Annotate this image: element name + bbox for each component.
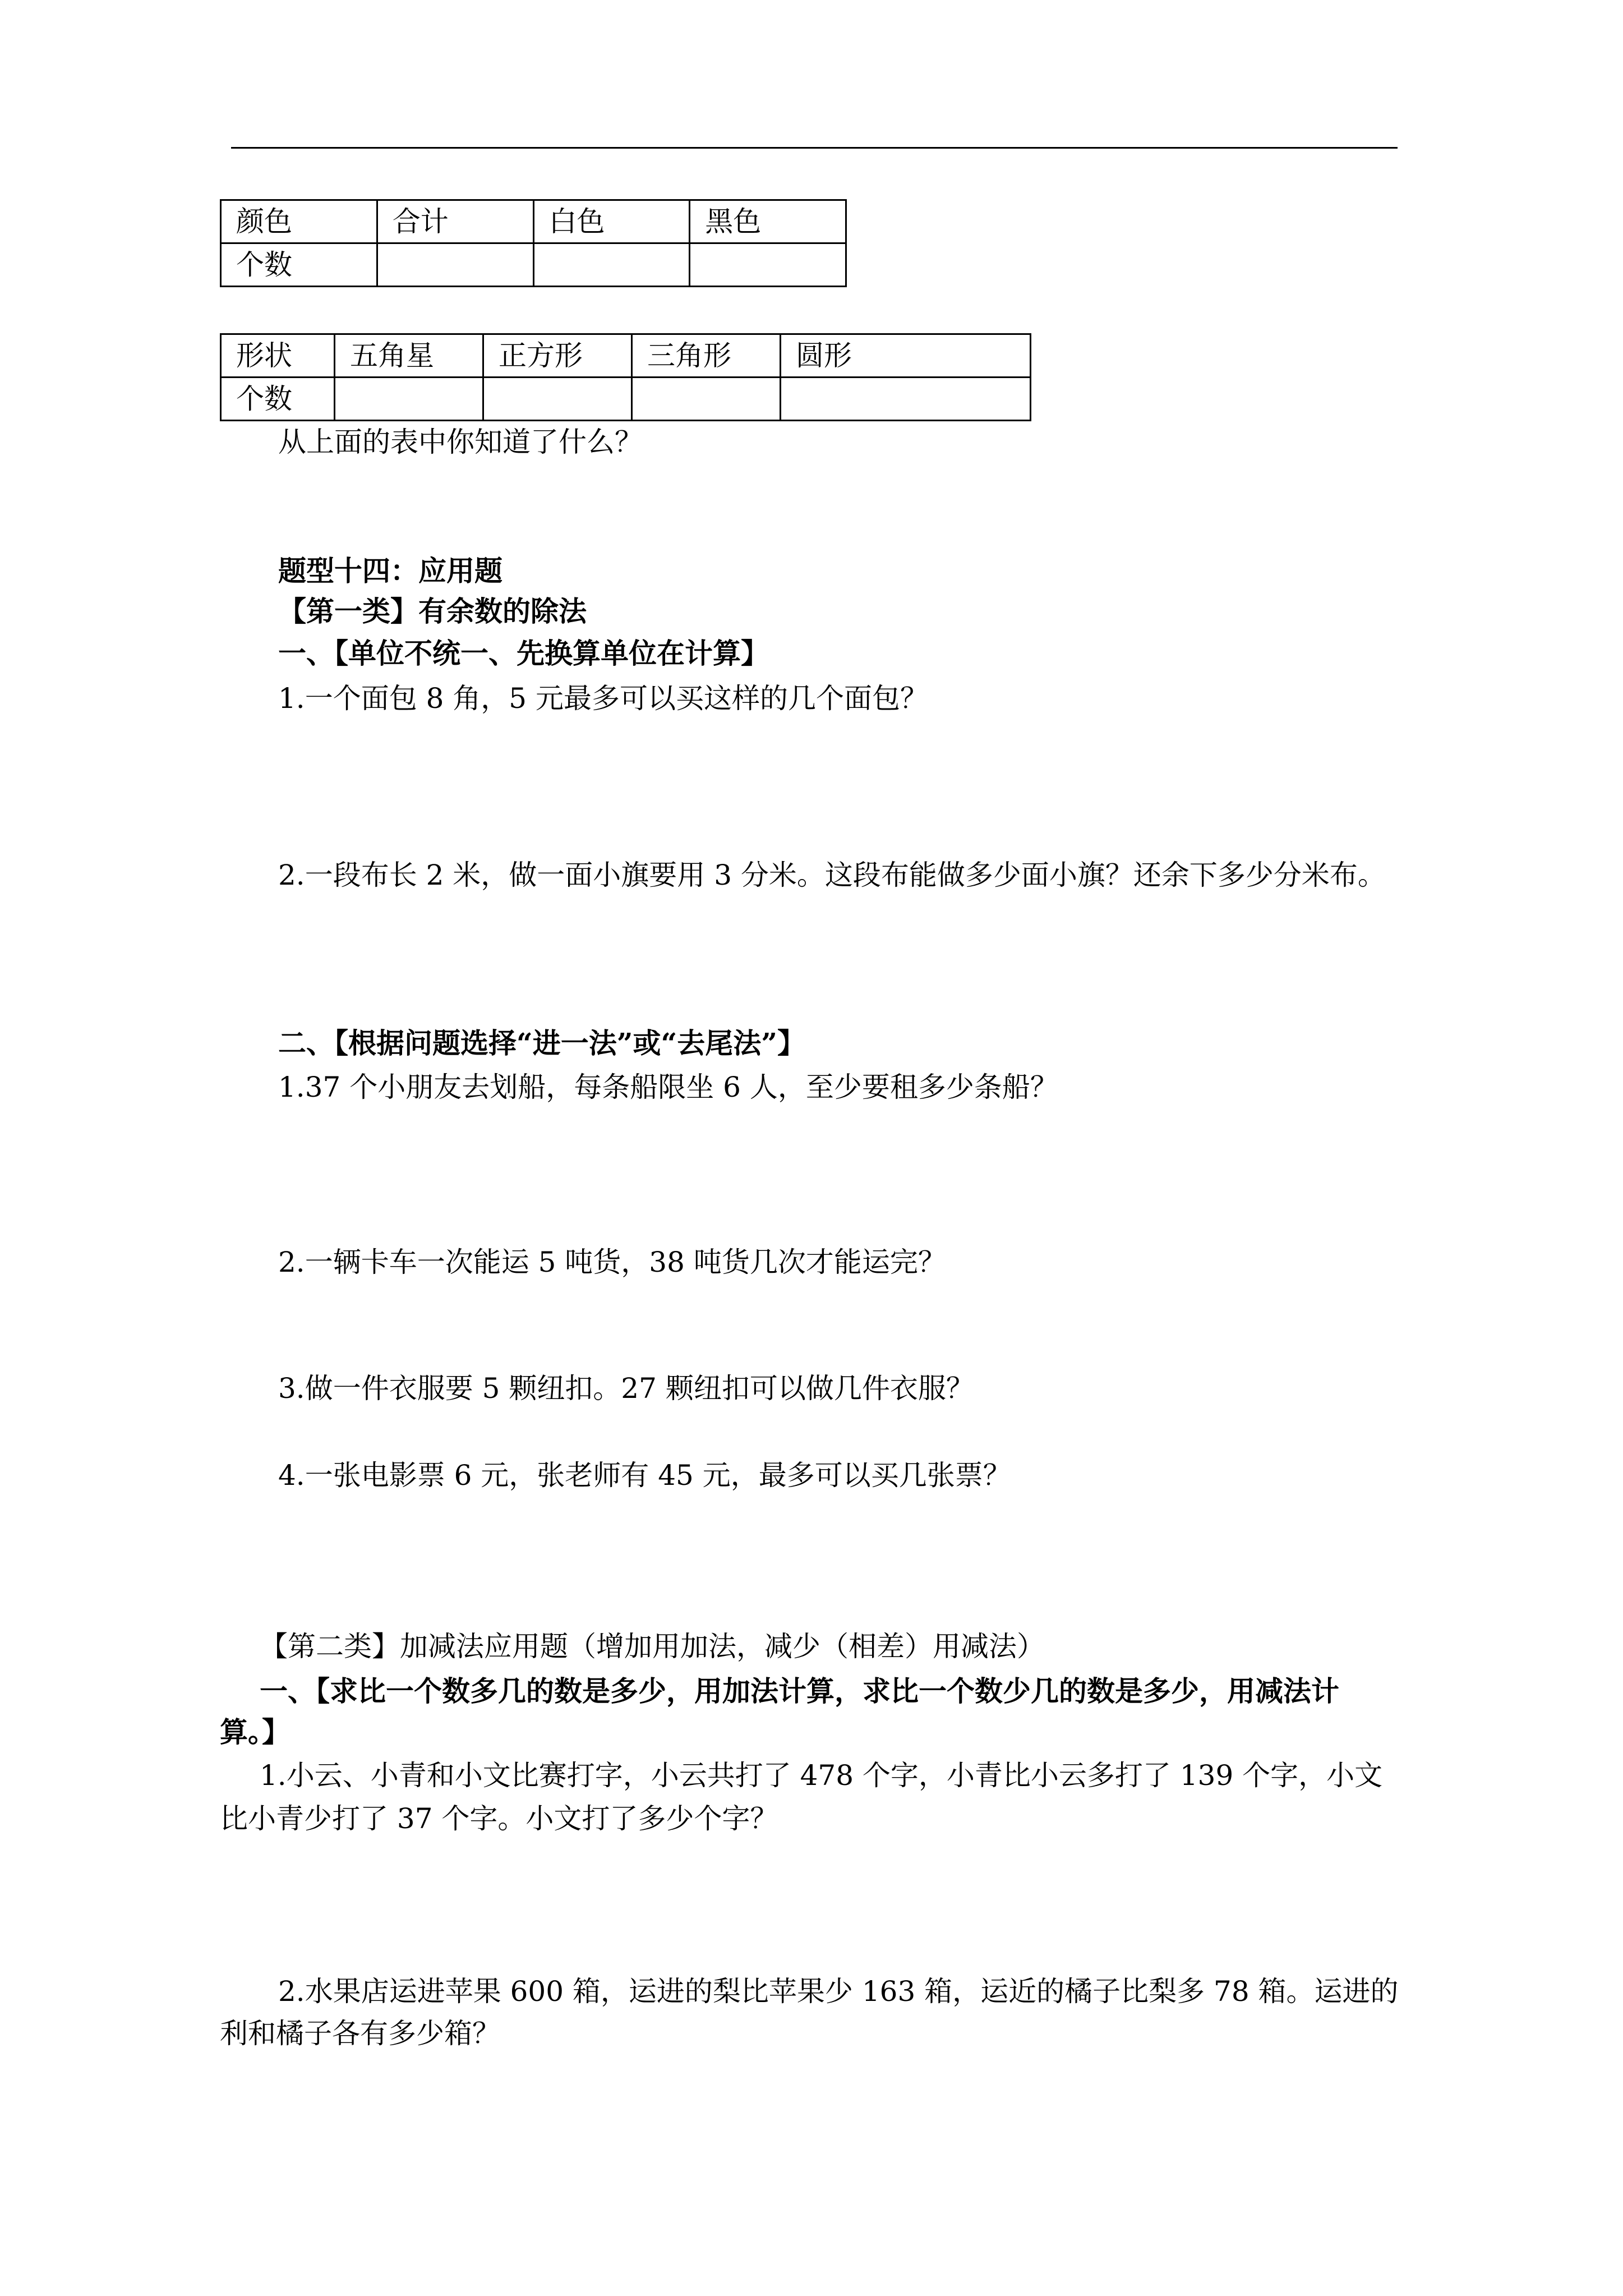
subsection-title: 一、【求比一个数多几的数是多少，用加法计算，求比一个数少几的数是多少，用减法计 bbox=[260, 1674, 1339, 1708]
color-count-table bbox=[220, 199, 847, 287]
subsection-title: 一、【单位不统一、先换算单位在计算】 bbox=[278, 637, 769, 670]
table-header-cell: 正方形 bbox=[483, 334, 632, 378]
table-row-label: 个数 bbox=[221, 378, 335, 421]
table-header-cell: 颜色 bbox=[221, 200, 377, 243]
header-rule bbox=[231, 147, 1398, 149]
question-item: 1.37 个小朋友去划船，每条船限坐 6 人，至少要租多少条船？ bbox=[278, 1071, 1058, 1103]
table-header-cell: 白色 bbox=[533, 200, 690, 243]
empty-cell bbox=[690, 243, 846, 287]
table-header-cell: 黑色 bbox=[690, 200, 846, 243]
question-item: 2.水果店运进苹果 600 箱，运进的梨比苹果少 163 箱，运近的橘子比梨多 78 箱。运进的 bbox=[278, 1975, 1399, 2008]
question-item-continued: 比小青少打了 37 个字。小文打了多少个字？ bbox=[220, 1802, 778, 1835]
subsection-title: 二、【根据问题选择“进一法”或“去尾法”】 bbox=[278, 1027, 806, 1060]
table-row bbox=[221, 243, 846, 287]
question-item-continued: 利和橘子各有多少箱？ bbox=[220, 2017, 500, 2050]
category-title: 【第二类】加减法应用题（增加用加法，减少（相差）用减法） bbox=[260, 1630, 1045, 1663]
tables-question: 从上面的表中你知道了什么？ bbox=[278, 426, 643, 458]
question-item: 4.一张电影票 6 元，张老师有 45 元，最多可以买几张票？ bbox=[278, 1459, 1011, 1492]
question-item: 2.一辆卡车一次能运 5 吨货，38 吨货几次才能运完？ bbox=[278, 1246, 946, 1278]
empty-cell bbox=[483, 378, 632, 421]
table-header-cell: 合计 bbox=[377, 200, 533, 243]
empty-cell bbox=[533, 243, 690, 287]
category-title: 【第一类】有余数的除法 bbox=[278, 595, 587, 628]
table-row bbox=[221, 200, 846, 243]
table-header-cell: 三角形 bbox=[632, 334, 781, 378]
empty-cell bbox=[632, 378, 781, 421]
subsection-title-continued: 算。】 bbox=[220, 1715, 290, 1749]
table-header-cell: 五角星 bbox=[335, 334, 483, 378]
question-item: 3.做一件衣服要 5 颗纽扣。27 颗纽扣可以做几件衣服？ bbox=[278, 1372, 974, 1405]
question-item: 2.一段布长 2 米，做一面小旗要用 3 分米。这段布能做多少面小旗？还余下多少分米布。 bbox=[278, 859, 1386, 891]
section-title: 题型十四：应用题 bbox=[278, 554, 502, 587]
empty-cell bbox=[335, 378, 483, 421]
question-item: 1.小云、小青和小文比赛打字，小云共打了 478 个字，小青比小云多打了 139 个字，小文 bbox=[260, 1759, 1383, 1792]
question-item: 1.一个面包 8 角，5 元最多可以买这样的几个面包？ bbox=[278, 682, 929, 715]
table-row-label: 个数 bbox=[221, 243, 377, 287]
shape-count-table bbox=[220, 333, 1031, 421]
table-row bbox=[221, 378, 1031, 421]
empty-cell bbox=[377, 243, 533, 287]
table-row bbox=[221, 334, 1031, 378]
table-header-cell: 圆形 bbox=[781, 334, 1031, 378]
table-header-cell: 形状 bbox=[221, 334, 335, 378]
empty-cell bbox=[781, 378, 1031, 421]
